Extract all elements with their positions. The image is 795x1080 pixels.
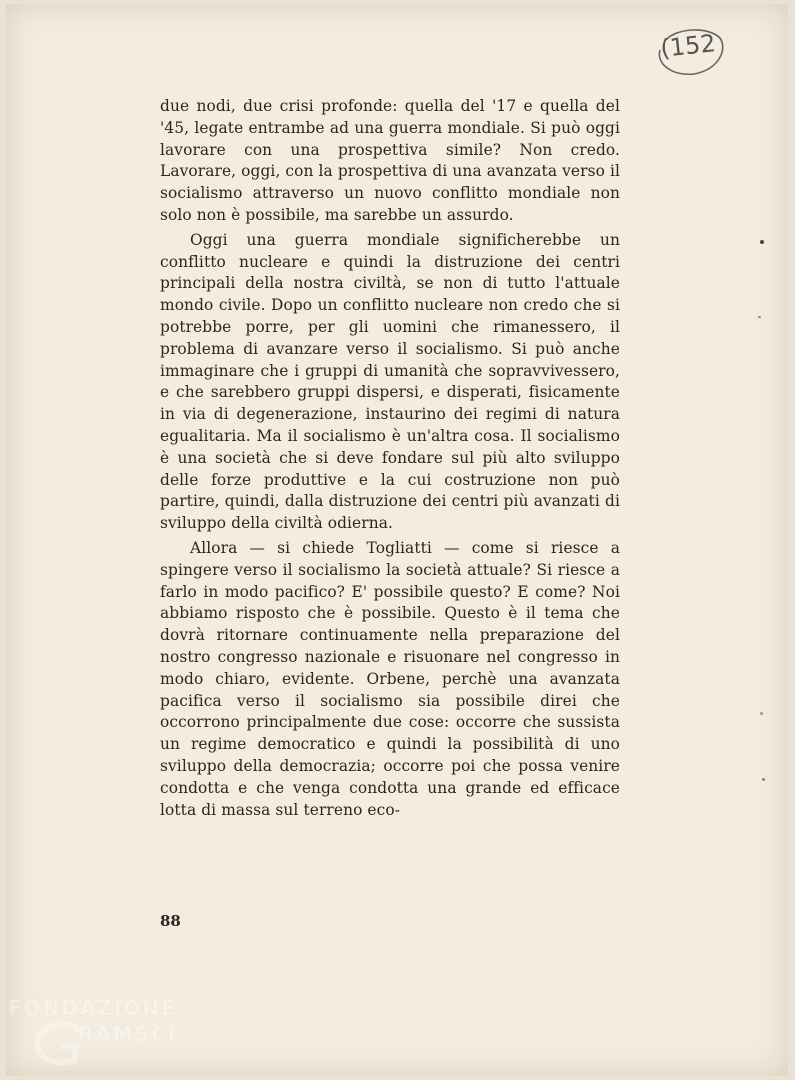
- paragraph-3: Allora — si chiede Togliatti — come si riesce a spingere verso il socialismo la società attuale? Si riesce a farlo in modo pacifico? E' possibile questo? E come? Noi abbiamo risposto che è possibile. Questo è il tema che dovrà ritornare continuamente nella preparazione del nostro congresso nazionale e risuonare nel congresso in modo chiaro, evidente. Orbene, perchè una avanzata pacifica verso il socialismo sia possibile direi che occorrono principalmente due cose: occorre che sussista un regime democratico e quindi la possibilità di uno sviluppo della democrazia; occorre poi che possa venire condotta e che venga condotta una grande ed efficace lotta di massa sul terreno eco-: [160, 538, 620, 819]
- scan-speck: [762, 778, 765, 781]
- paragraph-2: Oggi una guerra mondiale significherebbe un conflitto nucleare e quindi la distruzione dei centri principali della nostra civiltà, se non di tutto l'attuale mondo civile. Dopo un conflitto nucleare non credo che si potrebbe porre, per gli uomini che rimanessero, il problema di avanzare verso il socialismo. Si può anche immaginare che i gruppi di umanità che sopravvivessero, e che sarebbero gruppi dispersi, e disperati, fisicamente in via di degenerazione, instaurino dei regimi di natura egualitaria. Ma il socialismo è un'altra cosa. Il socialismo è una società che si deve fondare sul più alto sviluppo delle forze produttive e la cui costruzione non può partire, quindi, dalla distruzione dei centri più avanzati di sviluppo della civiltà odierna.: [160, 230, 620, 533]
- page-number: 88: [160, 912, 181, 930]
- paragraph-1: due nodi, due crisi profonde: quella del '17 e quella del '45, legate entrambe ad una guerra mondiale. Si può oggi lavorare con una prospettiva simile? Non credo. Lavorare, oggi, con la prospettiva di una avanzata verso il socialismo attraverso un nuovo conflitto mondiale non solo non è possibile, ma sarebbe un assurdo.: [160, 97, 620, 224]
- scan-speck: [760, 712, 763, 715]
- watermark-line-1: FONDAZIONE: [8, 996, 177, 1020]
- archive-number-text: (152: [659, 29, 717, 63]
- archive-number-annotation: [652, 24, 722, 76]
- body-text: [160, 96, 620, 821]
- scan-speck: [760, 240, 764, 244]
- watermark: [8, 990, 198, 1070]
- scan-speck: [758, 316, 761, 318]
- watermark-line-2: RAMSCI: [78, 1022, 178, 1046]
